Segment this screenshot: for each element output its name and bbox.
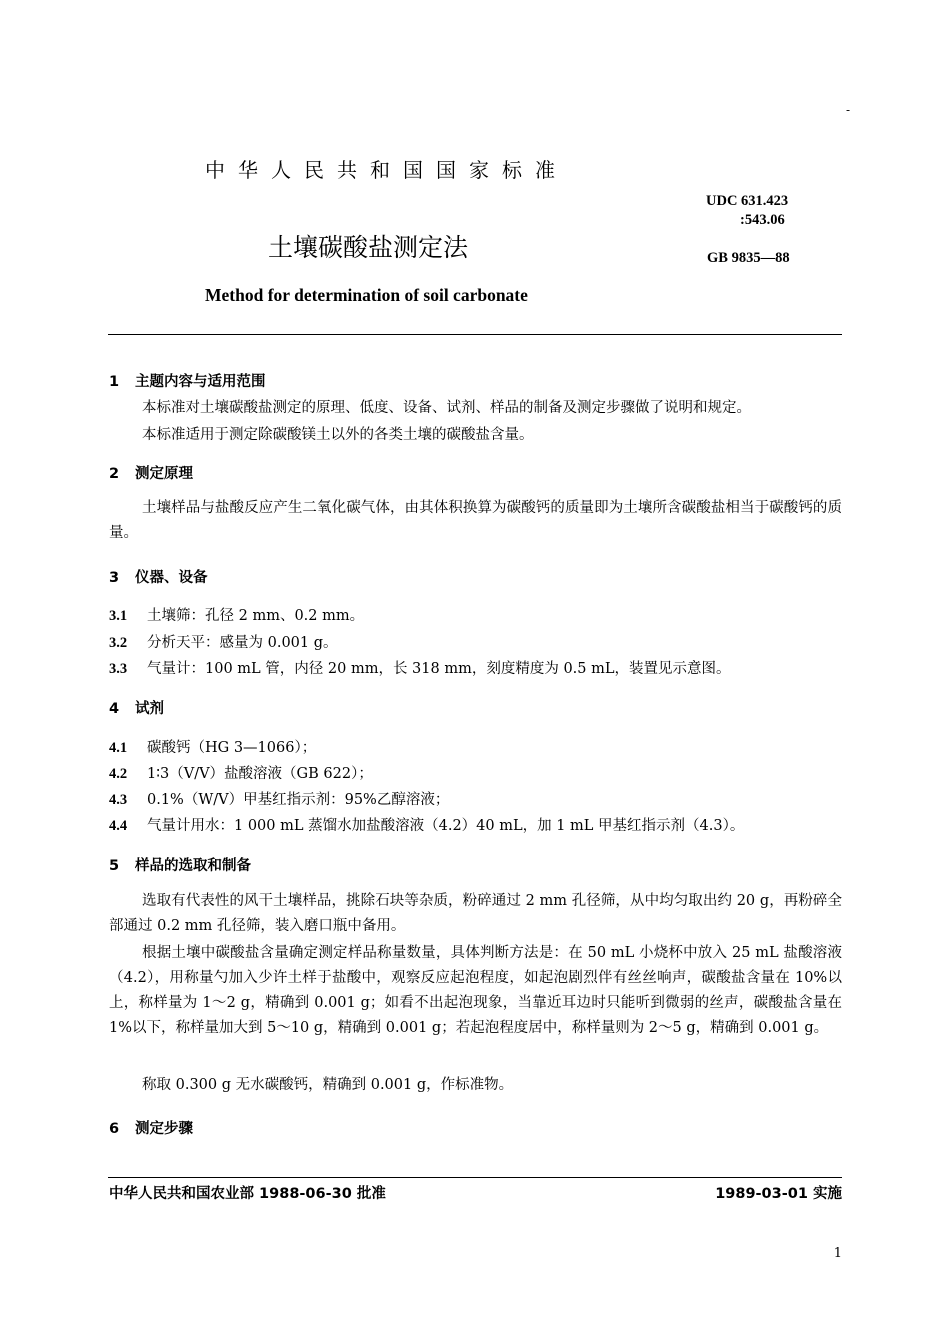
item-text: 碳酸钙（HG 3—1066）； <box>147 740 317 756</box>
section-3-number: 3 <box>109 570 120 586</box>
section-3-item <box>109 657 731 678</box>
section-4-item <box>109 814 744 835</box>
section-2-title: 测定原理 <box>135 466 193 482</box>
section-4-title: 试剂 <box>135 701 164 717</box>
section-1-paragraph-1: 本标准对土壤碳酸盐测定的原理、低度、设备、试剂、样品的制备及测定步骤做了说明和规定。 <box>142 400 751 416</box>
section-5-paragraph-2: 根据土壤中碳酸盐含量确定测定样品称量数量，具体判断方法是：在 50 mL 小烧杯中放入 25 mL 盐酸溶液（4.2），用称量勺加入少许土样于盐酸中，观察反应起泡程度，如起泡剧烈伴有丝丝响声，碳酸盐含量在 10%以上，称样量为 1～2 g，精确到 0.001 g；如看不出起泡现象，当靠近耳边时只能听到微弱的丝声，碳酸盐含量在 1%以下，称样量加大到 5～10 g，精确到 0.001 g；若起泡程度居中，称样量则为 2～5 g，精确到 0.001 g。 <box>109 945 842 1036</box>
approval-line: 中华人民共和国农业部 1988-06-30 批准 <box>109 1186 386 1202</box>
item-number: 3.1 <box>109 608 128 624</box>
section-6-number: 6 <box>109 1121 120 1137</box>
udc-code-line1: UDC 631.423 <box>706 193 789 209</box>
item-text: 0.1%（W/V）甲基红指示剂：95%乙醇溶液； <box>147 792 450 808</box>
section-3-heading <box>109 566 208 587</box>
item-text: 气量计用水：1 000 mL 蒸馏水加盐酸溶液（4.2）40 mL，加 1 mL 甲基红指示剂（4.3）。 <box>147 818 745 834</box>
item-text: 分析天平：感量为 0.001 g。 <box>147 635 338 651</box>
item-text: 气量计：100 mL 管，内径 20 mm，长 318 mm，刻度精度为 0.5 mL，装置见示意图。 <box>147 661 731 677</box>
section-2-heading <box>109 462 193 483</box>
section-1-number: 1 <box>109 374 120 390</box>
section-1-heading <box>109 370 266 391</box>
section-4-item <box>109 762 373 783</box>
section-4-heading <box>109 697 164 718</box>
section-2-paragraph-1: 土壤样品与盐酸反应产生二氧化碳气体，由其体积换算为碳酸钙的质量即为土壤所含碳酸盐相当于碳酸钙的质量。 <box>109 500 842 541</box>
section-5-heading <box>109 854 251 875</box>
item-number: 3.2 <box>109 635 128 651</box>
gb-code: GB 9835—88 <box>707 250 790 266</box>
section-5-paragraph-3: 称取 0.300 g 无水碳酸钙，精确到 0.001 g，作标准物。 <box>142 1077 514 1093</box>
section-6-title: 测定步骤 <box>135 1121 193 1137</box>
item-number: 4.1 <box>109 740 128 756</box>
section-1-paragraph-2: 本标准适用于测定除碳酸镁土以外的各类土壤的碳酸盐含量。 <box>142 427 534 443</box>
footer-divider <box>108 1177 842 1178</box>
section-6-heading <box>109 1117 193 1138</box>
udc-code-line2: :543.06 <box>740 212 785 228</box>
section-5-title: 样品的选取和制备 <box>135 858 251 874</box>
section-2-number: 2 <box>109 466 120 482</box>
section-3-item <box>109 631 338 652</box>
item-text: 土壤筛：孔径 2 mm、0.2 mm。 <box>147 608 365 624</box>
item-number: 4.3 <box>109 792 128 808</box>
section-4-item <box>109 736 316 757</box>
section-4-number: 4 <box>109 701 120 717</box>
page-number: 1 <box>833 1246 842 1261</box>
section-5-number: 5 <box>109 858 120 874</box>
section-1-title: 主题内容与适用范围 <box>135 374 266 390</box>
item-number: 4.4 <box>109 818 128 834</box>
section-3-title: 仪器、设备 <box>135 570 208 586</box>
section-3-item <box>109 604 364 625</box>
document-title-en: Method for determination of soil carbonate <box>205 285 528 305</box>
section-5-paragraph-1: 选取有代表性的风干土壤样品，挑除石块等杂质，粉碎通过 2 mm 孔径筛，从中均匀取出约 20 g，再粉碎全部通过 0.2 mm 孔径筛，装入磨口瓶中备用。 <box>109 893 842 934</box>
header-divider <box>108 334 842 335</box>
item-number: 4.2 <box>109 766 128 782</box>
document-title-zh: 土壤碳酸盐测定法 <box>268 233 469 262</box>
section-4-item <box>109 788 449 809</box>
corner-mark: - <box>846 103 851 117</box>
national-standard-label: 中华人民共和国国家标准 <box>205 158 568 182</box>
item-text: 1∶3（V/V）盐酸溶液（GB 622）； <box>147 766 373 782</box>
effective-date: 1989-03-01 实施 <box>715 1186 842 1202</box>
item-number: 3.3 <box>109 661 128 677</box>
